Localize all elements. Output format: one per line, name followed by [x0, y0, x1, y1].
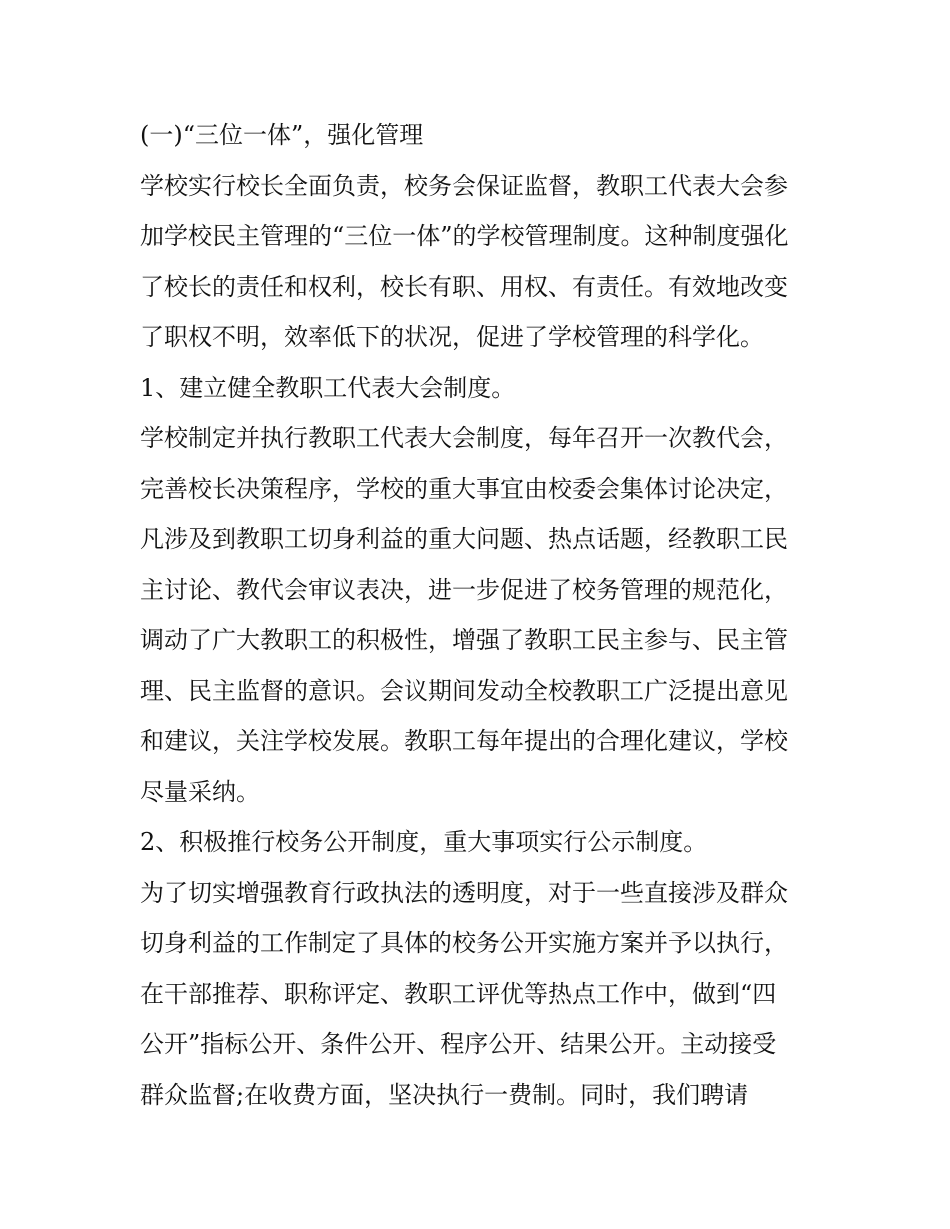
- paragraph-line: 群众监督;在收费方面，坚决执行一费制。同时，我们聘请: [140, 1080, 749, 1109]
- paragraph-line: 理、民主监督的意识。会议期间发动全校教职工广泛提出意见: [140, 676, 788, 705]
- subsection-heading: 2、积极推行校务公开制度，重大事项实行公示制度。: [140, 828, 708, 856]
- paragraph-line: 主讨论、教代会审议表决，进一步促进了校务管理的规范化，: [140, 575, 788, 604]
- document-body: [140, 110, 820, 1120]
- paragraph-line: 完善校长决策程序，学校的重大事宜由校委会集体讨论决定，: [140, 474, 788, 503]
- paragraph-line: 切身利益的工作制定了具体的校务公开实施方案并予以执行，: [140, 929, 788, 957]
- paragraph-line: 和建议，关注学校发展。教职工每年提出的合理化建议，学校: [140, 727, 788, 755]
- paragraph-line: 在干部推荐、职称评定、教职工评优等热点工作中，做到“四: [140, 979, 777, 1008]
- paragraph-line: 学校制定并执行教职工代表大会制度，每年召开一次教代会，: [140, 424, 788, 452]
- paragraph-line: 调动了广大教职工的积极性，增强了教职工民主参与、民主管: [140, 626, 788, 654]
- paragraph-line: 了职权不明，效率低下的状况，促进了学校管理的科学化。: [140, 323, 764, 351]
- paragraph-line: 了校长的责任和权利，校长有职、用权、有责任。有效地改变: [140, 272, 788, 301]
- section-heading: (一)“三位一体”，强化管理: [140, 121, 424, 149]
- paragraph-line: 为了切实增强教育行政执法的透明度，对于一些直接涉及群众: [140, 878, 788, 907]
- subsection-heading: 1、建立健全教职工代表大会制度。: [140, 373, 516, 402]
- paragraph-line: 凡涉及到教职工切身利益的重大问题、热点话题，经教职工民: [140, 525, 788, 553]
- paragraph-line: 尽量采纳。: [140, 777, 260, 806]
- paragraph-line: 学校实行校长全面负责，校务会保证监督，教职工代表大会参: [140, 171, 788, 200]
- paragraph-line: 公开”指标公开、条件公开、程序公开、结果公开。主动接受: [140, 1030, 777, 1058]
- paragraph-line: 加学校民主管理的“三位一体”的学校管理制度。这种制度强化: [140, 222, 789, 250]
